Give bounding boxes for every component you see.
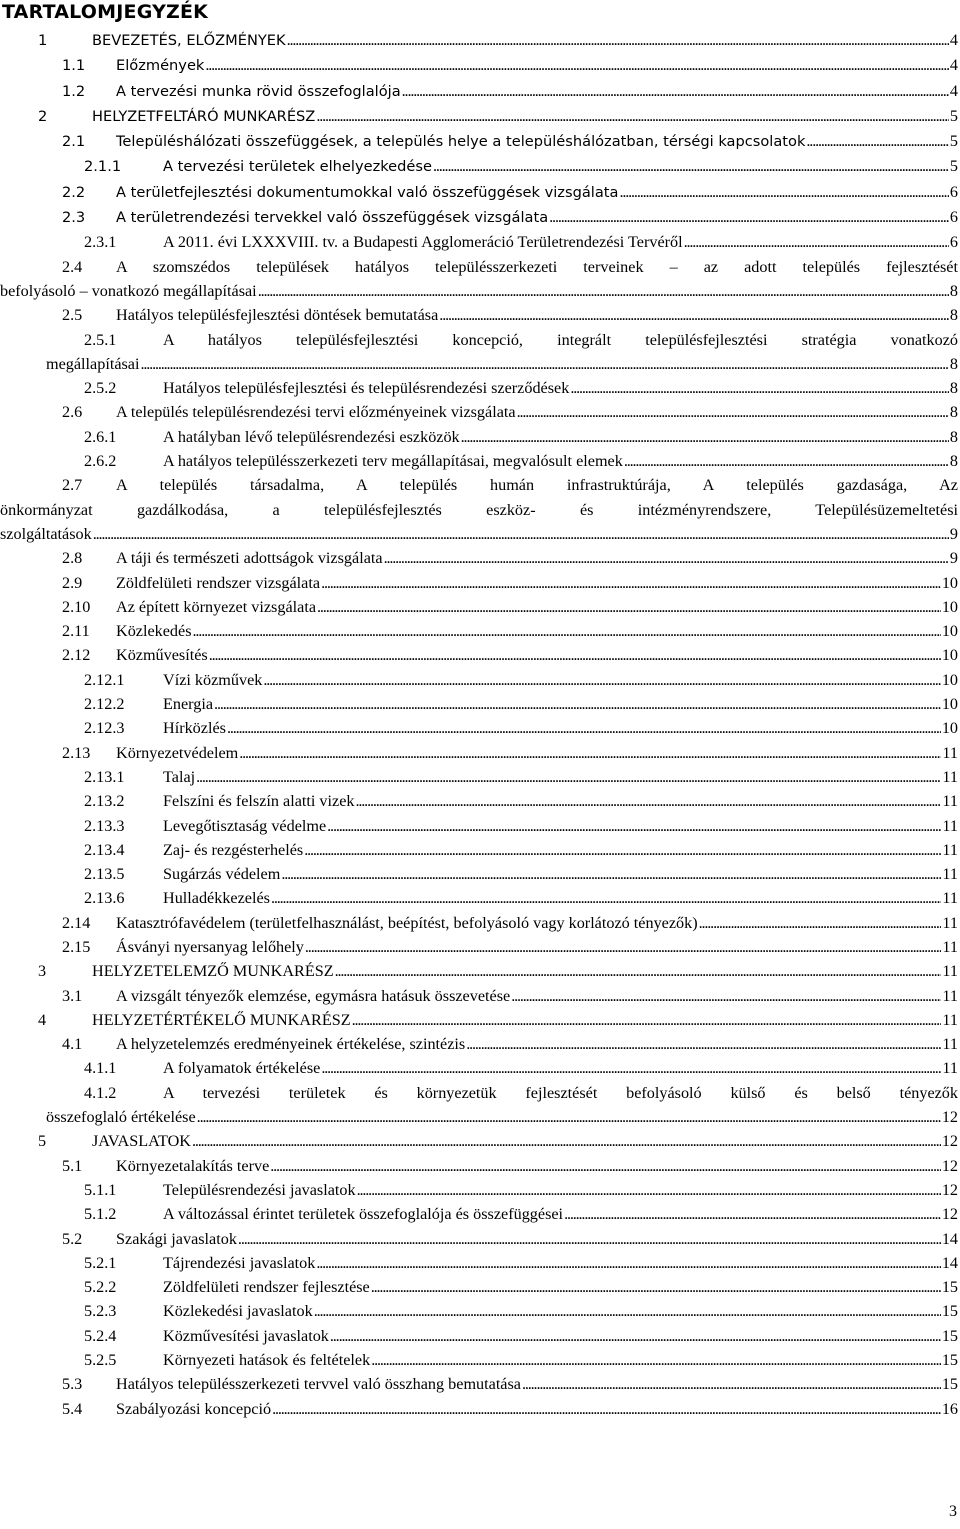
toc-entry-number: 2.11 bbox=[62, 622, 90, 641]
toc-entry-title: Katasztrófavédelem (területfelhasználást, beépítést, befolyásoló vagy korlátozó tényezők) bbox=[116, 913, 698, 932]
toc-entry[interactable] bbox=[0, 449, 960, 473]
toc-entry-number: 2.7 bbox=[62, 476, 83, 495]
toc-entry-number: 2.13.5 bbox=[84, 865, 125, 884]
toc-entry-page: 14 bbox=[941, 1253, 958, 1272]
toc-leader-dots bbox=[205, 53, 949, 77]
toc-leader-dots bbox=[93, 522, 949, 546]
toc-entry-number: 1.1 bbox=[62, 57, 86, 75]
toc-entry-number: 2.5 bbox=[62, 306, 83, 325]
toc-leader-dots bbox=[196, 765, 941, 789]
toc-entry-number: 5.2.1 bbox=[84, 1253, 117, 1272]
toc-leader-dots bbox=[316, 104, 949, 128]
toc-entry-title: Hatályos településfejlesztési és településrendezési szerződések bbox=[163, 379, 570, 398]
toc-leader-dots bbox=[193, 619, 941, 643]
toc-entry[interactable] bbox=[0, 1032, 960, 1056]
toc-entry-title: Talaj bbox=[163, 767, 196, 786]
toc-entry-page: 12 bbox=[941, 1205, 958, 1224]
toc-entry-number: 2.3 bbox=[62, 209, 86, 227]
toc-entry-number: 2.12.3 bbox=[84, 719, 125, 738]
toc-entry-page: 6 bbox=[949, 182, 958, 201]
toc-entry-number: 2.13 bbox=[62, 743, 91, 762]
toc-entry-title: A területfejlesztési dokumentumokkal való összefüggések vizsgálata bbox=[116, 183, 619, 201]
toc-leader-dots bbox=[270, 1154, 941, 1178]
toc-entry-title-line: A tervezési területek és környezetük fejlesztését befolyásoló külső és belső tényezők bbox=[163, 1083, 958, 1102]
toc-entry-title-line: önkormányzat gazdálkodása, a településfejlesztés eszköz- és intézményrendszere, Településüzemeltetési bbox=[0, 500, 958, 519]
toc-entry-title: Környezetalakítás terve bbox=[116, 1156, 270, 1175]
toc-entry[interactable] bbox=[0, 765, 960, 789]
toc-entry-number: 2.5.1 bbox=[84, 330, 117, 349]
toc-entry-title: Zöldfelületi rendszer fejlesztése bbox=[163, 1278, 370, 1297]
toc-entry-title: A változással érintet területek összefoglalója és összefüggései bbox=[163, 1205, 564, 1224]
toc-entry[interactable] bbox=[0, 1008, 960, 1032]
toc-entry-title-line: befolyásoló – vonatkozó megállapításai bbox=[0, 281, 257, 300]
toc-entry[interactable] bbox=[0, 1081, 960, 1130]
toc-entry-title: A tervezési munka rövid összefoglalója bbox=[116, 82, 401, 100]
toc-leader-dots bbox=[335, 959, 942, 983]
toc-entry-page: 6 bbox=[949, 233, 958, 252]
toc-entry[interactable] bbox=[0, 1056, 960, 1080]
toc-entry-number: 2.13.6 bbox=[84, 889, 125, 908]
toc-leader-dots bbox=[624, 449, 949, 473]
toc-leader-dots bbox=[384, 546, 949, 570]
toc-leader-dots bbox=[305, 935, 942, 959]
toc-entry-page: 10 bbox=[941, 695, 958, 714]
toc-entry[interactable] bbox=[0, 911, 960, 935]
toc-entry[interactable] bbox=[0, 862, 960, 886]
toc-entry-number: 2.3.1 bbox=[84, 233, 117, 252]
toc-entry-number: 5.2.3 bbox=[84, 1302, 117, 1321]
toc-entry-page: 11 bbox=[942, 865, 958, 884]
toc-entry-page: 8 bbox=[949, 452, 958, 471]
toc-entry-page: 11 bbox=[942, 840, 958, 859]
toc-entry-title: Szabályozási koncepció bbox=[116, 1399, 272, 1418]
toc-entry-title: A település településrendezési tervi előzményeinek vizsgálata bbox=[116, 403, 516, 422]
toc-entry-page: 11 bbox=[942, 1010, 958, 1029]
toc-entry-page: 12 bbox=[941, 1156, 958, 1175]
toc-entry-title: Tájrendezési javaslatok bbox=[163, 1253, 316, 1272]
toc-entry-page: 10 bbox=[941, 573, 958, 592]
toc-entry[interactable] bbox=[0, 255, 960, 304]
toc-leader-dots bbox=[564, 1202, 941, 1226]
toc-entry-number: 2.13.1 bbox=[84, 767, 125, 786]
toc-entry-number: 5.1 bbox=[62, 1156, 83, 1175]
toc-entry[interactable] bbox=[0, 154, 960, 179]
toc-entry-page: 11 bbox=[942, 1059, 958, 1078]
toc-entry-number: 2.6 bbox=[62, 403, 83, 422]
toc-entry-number: 2.6.1 bbox=[84, 427, 117, 446]
toc-entry-title: A táji és természeti adottságok vizsgálata bbox=[116, 549, 383, 568]
toc-entry-page: 4 bbox=[949, 56, 958, 75]
toc-entry-number: 1 bbox=[38, 32, 48, 49]
toc-entry-number: 2.1.1 bbox=[84, 158, 122, 176]
toc-entry-page: 11 bbox=[942, 816, 958, 835]
toc-entry[interactable] bbox=[0, 1202, 960, 1226]
toc-entry-number: 2.13.4 bbox=[84, 840, 125, 859]
toc-leader-dots bbox=[281, 862, 941, 886]
toc-entry-number: 2.15 bbox=[62, 937, 91, 956]
toc-entry[interactable] bbox=[0, 886, 960, 910]
toc-leader-dots bbox=[227, 716, 941, 740]
toc-entry-number: 2.10 bbox=[62, 597, 91, 616]
toc-leader-dots bbox=[402, 79, 949, 103]
toc-leader-dots bbox=[317, 595, 941, 619]
toc-entry[interactable] bbox=[0, 180, 960, 205]
toc-entry-number: 2.2 bbox=[62, 183, 86, 201]
toc-entry[interactable] bbox=[0, 1299, 960, 1323]
toc-entry[interactable] bbox=[0, 1397, 960, 1421]
toc-entry-title-line: szolgáltatások bbox=[0, 524, 92, 543]
toc-entry-number: 2 bbox=[38, 107, 48, 125]
toc-entry[interactable] bbox=[0, 814, 960, 838]
toc-leader-dots bbox=[287, 28, 949, 52]
toc-entry-title: Vízi közművek bbox=[163, 670, 263, 689]
toc-entry-number: 5.1.1 bbox=[84, 1180, 117, 1199]
toc-entry[interactable] bbox=[0, 205, 960, 230]
toc-leader-dots bbox=[356, 789, 942, 813]
toc-entry-number: 5.2.5 bbox=[84, 1351, 117, 1370]
toc-leader-dots bbox=[321, 571, 941, 595]
toc-leader-dots bbox=[304, 838, 941, 862]
toc-entry-page: 5 bbox=[949, 157, 958, 176]
toc-entry-title: Hírközlés bbox=[163, 719, 226, 738]
toc-entry-title: Ásványi nyersanyag lelőhely bbox=[116, 937, 304, 956]
toc-entry-title: Környezeti hatások és feltételek bbox=[163, 1351, 371, 1370]
toc-entry-number: 4.1.2 bbox=[84, 1083, 117, 1102]
toc-entry-number: 2.12.1 bbox=[84, 670, 125, 689]
toc-entry-title: Közművesítés bbox=[116, 646, 208, 665]
toc-entry-page: 11 bbox=[942, 937, 958, 956]
toc-entry-title: Felszíni és felszín alatti vizek bbox=[163, 792, 355, 811]
toc-leader-dots bbox=[258, 279, 949, 303]
toc-entry-number: 2.14 bbox=[62, 913, 91, 932]
toc-entry-title: Zöldfelületi rendszer vizsgálata bbox=[116, 573, 321, 592]
toc-entry[interactable] bbox=[0, 303, 960, 327]
toc-entry-number: 2.13.3 bbox=[84, 816, 125, 835]
toc-entry-page: 12 bbox=[941, 1180, 958, 1199]
toc-entry-page: 15 bbox=[941, 1302, 958, 1321]
toc-entry-number: 2.9 bbox=[62, 573, 83, 592]
toc-entry-page: 12 bbox=[941, 1108, 958, 1127]
toc-entry-number: 1.2 bbox=[62, 82, 86, 100]
toc-entry-title-line: A hatályos településfejlesztési koncepció, integrált településfejlesztési stratégia vonatkozó bbox=[163, 330, 958, 349]
toc-entry[interactable] bbox=[0, 668, 960, 692]
toc-leader-dots bbox=[517, 400, 949, 424]
toc-entry-page: 8 bbox=[949, 281, 958, 300]
toc-entry-page: 9 bbox=[949, 524, 958, 543]
toc-entry[interactable] bbox=[0, 230, 960, 254]
toc-entry-title: Környezetvédelem bbox=[116, 743, 239, 762]
toc-entry-title: HELYZETFELTÁRÓ MUNKARÉSZ bbox=[92, 107, 316, 125]
toc-entry-page: 10 bbox=[941, 670, 958, 689]
toc-entry[interactable] bbox=[0, 741, 960, 765]
toc-entry-title: Településhálózati összefüggések, a település helye a településhálózatban, térségi kapcsolatok bbox=[116, 133, 806, 151]
toc-entry-title: A hatályos településszerkezeti terv megállapításai, megvalósult elemek bbox=[163, 452, 623, 471]
toc-entry-number: 2.1 bbox=[62, 133, 86, 151]
toc-entry-title: HELYZETELEMZŐ MUNKARÉSZ bbox=[92, 962, 334, 981]
toc-leader-dots bbox=[684, 230, 949, 254]
toc-entry[interactable] bbox=[0, 1178, 960, 1202]
toc-leader-dots bbox=[192, 1129, 941, 1153]
toc-entry-number: 5.2.4 bbox=[84, 1326, 117, 1345]
toc-entry-title: Hulladékkezelés bbox=[163, 889, 270, 908]
toc-entry-page: 9 bbox=[949, 549, 958, 568]
toc-entry-title: A folyamatok értékelése bbox=[163, 1059, 321, 1078]
toc-entry-page: 11 bbox=[942, 792, 958, 811]
toc-entry[interactable] bbox=[0, 789, 960, 813]
toc-entry[interactable] bbox=[0, 425, 960, 449]
toc-entry[interactable] bbox=[0, 376, 960, 400]
toc-entry-title: Hatályos településszerkezeti tervvel való összhang bemutatása bbox=[116, 1375, 521, 1394]
toc-entry-title: Közlekedési javaslatok bbox=[163, 1302, 313, 1321]
toc-entry-title: Településrendezési javaslatok bbox=[163, 1180, 356, 1199]
toc-entry-number: 2.5.2 bbox=[84, 379, 117, 398]
toc-leader-dots bbox=[570, 376, 949, 400]
toc-leader-dots bbox=[433, 154, 949, 178]
toc-entry-title: Sugárzás védelem bbox=[163, 865, 281, 884]
toc-entry-page: 8 bbox=[949, 354, 958, 373]
toc-entry-number: 2.13.2 bbox=[84, 792, 125, 811]
toc-entry-page: 8 bbox=[949, 306, 958, 325]
toc-entry-page: 15 bbox=[941, 1278, 958, 1297]
toc-entry-title: Az épített környezet vizsgálata bbox=[116, 597, 317, 616]
toc-entry[interactable] bbox=[0, 643, 960, 667]
toc-leader-dots bbox=[316, 1251, 940, 1275]
toc-leader-dots bbox=[549, 205, 949, 229]
toc-leader-dots bbox=[806, 129, 949, 153]
toc-leader-dots bbox=[352, 1008, 942, 1032]
toc-entry[interactable] bbox=[0, 838, 960, 862]
toc-entry-title: A területrendezési tervekkel való összefüggések vizsgálata bbox=[116, 209, 549, 227]
toc-entry-title: BEVEZETÉS, ELŐZMÉNYEK bbox=[92, 32, 286, 49]
toc-entry-number: 4.1 bbox=[62, 1035, 83, 1054]
toc-leader-dots bbox=[238, 1227, 941, 1251]
toc-entry-page: 11 bbox=[942, 986, 958, 1005]
toc-leader-dots bbox=[371, 1275, 941, 1299]
toc-entry-page: 4 bbox=[949, 81, 958, 100]
toc-entry-title-line: A szomszédos települések hatályos településszerkezeti terveinek – az adott település fejlesztését bbox=[116, 257, 958, 276]
toc-leader-dots bbox=[511, 984, 941, 1008]
toc-entry[interactable] bbox=[0, 959, 960, 983]
page-title: TARTALOMJEGYZÉK bbox=[2, 1, 209, 23]
toc-entry-number: 4.1.1 bbox=[84, 1059, 117, 1078]
toc-leader-dots bbox=[271, 886, 941, 910]
toc-entry-number: 3.1 bbox=[62, 986, 83, 1005]
toc-entry-title-line: összefoglaló értékelése bbox=[46, 1108, 196, 1127]
toc-entry[interactable] bbox=[0, 1372, 960, 1396]
toc-entry-title: Előzmények bbox=[116, 57, 205, 75]
toc-entry-number: 2.12.2 bbox=[84, 695, 125, 714]
toc-leader-dots bbox=[371, 1348, 941, 1372]
toc-leader-dots bbox=[522, 1372, 941, 1396]
page-number: 3 bbox=[949, 1503, 957, 1520]
toc-leader-dots bbox=[439, 303, 949, 327]
toc-entry-title: A 2011. évi LXXXVIII. tv. a Budapesti Agglomeráció Területrendezési Tervéről bbox=[163, 233, 683, 252]
toc-entry[interactable] bbox=[0, 104, 960, 129]
toc-entry-page: 15 bbox=[941, 1351, 958, 1370]
toc-entry-title: Zaj- és rezgésterhelés bbox=[163, 840, 304, 859]
toc-entry-page: 10 bbox=[941, 646, 958, 665]
toc-entry[interactable] bbox=[0, 619, 960, 643]
toc-entry[interactable] bbox=[0, 716, 960, 740]
toc-entry-title: A helyzetelemzés eredményeinek értékelése, szintézis bbox=[116, 1035, 466, 1054]
toc-entry-title: Közművesítési javaslatok bbox=[163, 1326, 329, 1345]
toc-leader-dots bbox=[330, 1324, 941, 1348]
toc-leader-dots bbox=[699, 911, 942, 935]
toc-leader-dots bbox=[461, 425, 949, 449]
toc-entry[interactable] bbox=[0, 328, 960, 377]
toc-entry-title: A tervezési területek elhelyezkedése bbox=[163, 158, 432, 176]
toc-entry[interactable] bbox=[0, 1129, 960, 1153]
toc-entry[interactable] bbox=[0, 1324, 960, 1348]
toc-entry[interactable] bbox=[0, 400, 960, 424]
toc-entry-number: 5.1.2 bbox=[84, 1205, 117, 1224]
toc-leader-dots bbox=[321, 1056, 941, 1080]
toc-entry-page: 10 bbox=[941, 719, 958, 738]
toc-entry[interactable] bbox=[0, 1154, 960, 1178]
toc-entry[interactable] bbox=[0, 1275, 960, 1299]
toc-entry[interactable] bbox=[0, 1227, 960, 1251]
toc-entry-page: 11 bbox=[942, 1035, 958, 1054]
toc-entry-number: 2.4 bbox=[62, 257, 83, 276]
toc-entry-title: Levegőtisztaság védelme bbox=[163, 816, 327, 835]
toc-entry[interactable] bbox=[0, 935, 960, 959]
toc-entry-page: 11 bbox=[942, 889, 958, 908]
toc-entry[interactable] bbox=[0, 28, 960, 53]
toc-entry-number: 3 bbox=[38, 962, 47, 981]
toc-entry-title: A vizsgált tényezők elemzése, egymásra hatásuk összevetése bbox=[116, 986, 511, 1005]
toc-entry-title: A hatályban lévő településrendezési eszközök bbox=[163, 427, 460, 446]
toc-entry-page: 12 bbox=[941, 1132, 958, 1151]
toc-entry[interactable] bbox=[0, 692, 960, 716]
toc-entry-number: 5 bbox=[38, 1132, 47, 1151]
toc-entry-title: Hatályos településfejlesztési döntések bemutatása bbox=[116, 306, 439, 325]
toc-entry-title: Szakági javaslatok bbox=[116, 1229, 237, 1248]
toc-entry-page: 15 bbox=[941, 1375, 958, 1394]
toc-entry-page: 10 bbox=[941, 622, 958, 641]
toc-entry-number: 2.6.2 bbox=[84, 452, 117, 471]
toc-entry[interactable] bbox=[0, 595, 960, 619]
toc-entry-page: 5 bbox=[949, 132, 958, 151]
toc-entry-title: Energia bbox=[163, 695, 214, 714]
toc-entry-title-line: megállapításai bbox=[46, 354, 140, 373]
toc-leader-dots bbox=[466, 1032, 941, 1056]
toc-entry[interactable] bbox=[0, 984, 960, 1008]
toc-entry-page: 11 bbox=[942, 962, 958, 981]
toc-entry-number: 5.2 bbox=[62, 1229, 83, 1248]
toc-entry-number: 2.12 bbox=[62, 646, 91, 665]
toc-entry-number: 4 bbox=[38, 1010, 47, 1029]
toc-entry[interactable] bbox=[0, 53, 960, 78]
toc-entry-page: 14 bbox=[941, 1229, 958, 1248]
toc-entry-page: 8 bbox=[949, 427, 958, 446]
toc-entry[interactable] bbox=[0, 571, 960, 595]
toc-entry-page: 15 bbox=[941, 1326, 958, 1345]
toc-entry-page: 11 bbox=[942, 913, 958, 932]
toc-entry-page: 11 bbox=[942, 743, 958, 762]
toc-entry-page: 8 bbox=[949, 403, 958, 422]
toc-entry[interactable] bbox=[0, 546, 960, 570]
toc-entry-page: 8 bbox=[949, 379, 958, 398]
toc-entry[interactable] bbox=[0, 79, 960, 104]
toc-leader-dots bbox=[197, 1105, 941, 1129]
toc-entry-title: JAVASLATOK bbox=[92, 1132, 191, 1151]
toc-entry-title: Közlekedés bbox=[116, 622, 192, 641]
toc-leader-dots bbox=[141, 352, 949, 376]
toc-entry-number: 5.3 bbox=[62, 1375, 83, 1394]
toc-entry-page: 4 bbox=[949, 31, 958, 49]
toc-entry-title: HELYZETÉRTÉKELŐ MUNKARÉSZ bbox=[92, 1010, 351, 1029]
toc-leader-dots bbox=[327, 814, 941, 838]
toc-leader-dots bbox=[272, 1397, 941, 1421]
toc-leader-dots bbox=[214, 692, 941, 716]
toc-leader-dots bbox=[239, 741, 941, 765]
toc-entry-number: 2.8 bbox=[62, 549, 83, 568]
toc-entry-page: 11 bbox=[942, 767, 958, 786]
toc-entry[interactable] bbox=[0, 129, 960, 154]
toc-entry-page: 16 bbox=[941, 1399, 958, 1418]
toc-entry-page: 6 bbox=[949, 208, 958, 227]
toc-leader-dots bbox=[619, 180, 948, 204]
toc-entry[interactable] bbox=[0, 1251, 960, 1275]
toc-entry-page: 10 bbox=[941, 597, 958, 616]
toc-entry-page: 5 bbox=[949, 106, 958, 125]
toc-leader-dots bbox=[357, 1178, 941, 1202]
toc-leader-dots bbox=[314, 1299, 941, 1323]
toc-entry-number: 5.4 bbox=[62, 1399, 83, 1418]
toc-entry[interactable] bbox=[0, 1348, 960, 1372]
toc-entry[interactable] bbox=[0, 473, 960, 546]
toc-leader-dots bbox=[263, 668, 940, 692]
toc-leader-dots bbox=[209, 643, 941, 667]
toc-entry-title-line: A település társadalma, A település humán infrastruktúrája, A település gazdasága, Az bbox=[116, 476, 958, 495]
toc-entry-number: 5.2.2 bbox=[84, 1278, 117, 1297]
table-of-contents bbox=[0, 28, 960, 1421]
